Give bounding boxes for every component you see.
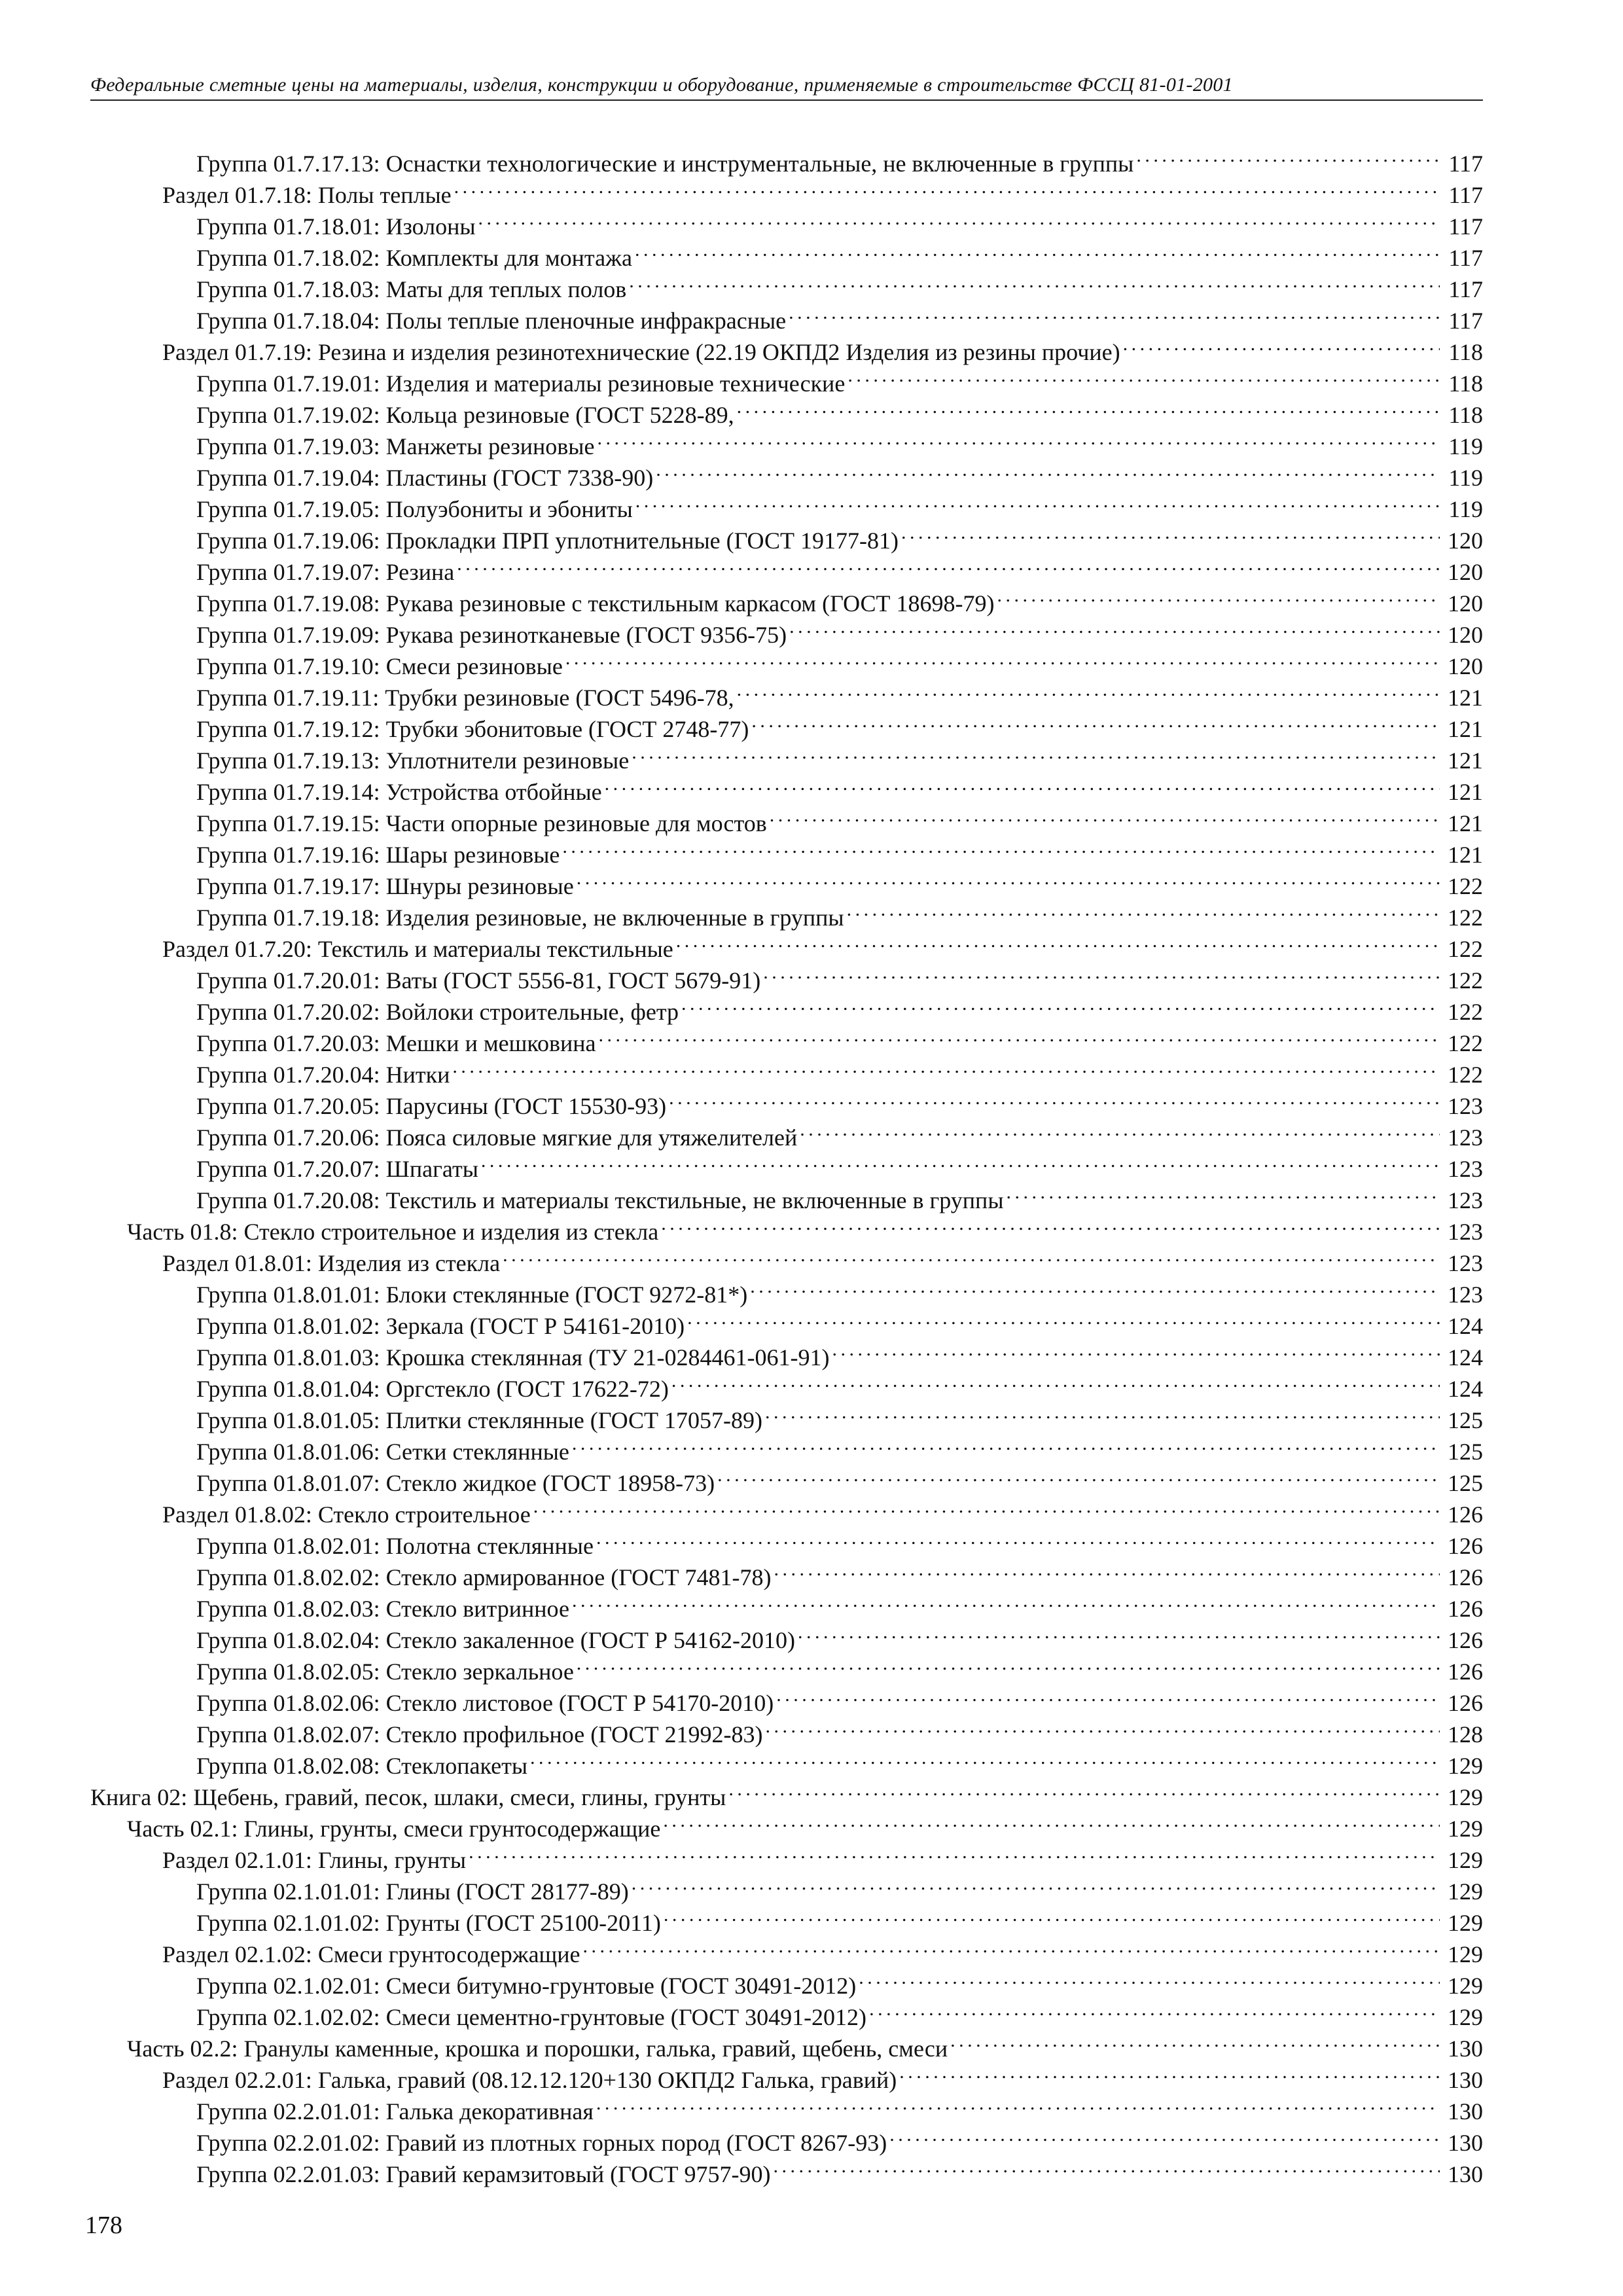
toc-dot-leader	[681, 988, 1440, 1020]
toc-dot-leader	[671, 1365, 1440, 1397]
toc-dot-leader	[533, 1491, 1440, 1522]
toc-entry-title: Группа 01.7.20.07: Шпагаты	[196, 1156, 478, 1182]
toc-entry-page: 123	[1448, 1156, 1483, 1182]
toc-entry-page: 123	[1448, 1093, 1483, 1119]
toc-entry-page: 123	[1448, 1187, 1483, 1213]
toc-entry-page: 121	[1448, 779, 1483, 805]
toc-entry-title: Группа 01.8.02.03: Стекло витринное	[196, 1596, 569, 1622]
toc-entry-title: Группа 01.7.19.08: Рукава резиновые с текстильным каркасом (ГОСТ 18698-79)	[196, 590, 995, 617]
toc-entry-title: Группа 01.7.19.03: Манжеты резиновые	[196, 433, 595, 459]
toc-dot-leader	[583, 1931, 1440, 1962]
toc-entry-page: 121	[1448, 716, 1483, 742]
toc-entry-title: Группа 01.7.19.12: Трубки эбонитовые (ГОСТ 2748-77)	[196, 716, 749, 742]
toc-entry-page: 121	[1448, 810, 1483, 836]
toc-entry-page: 125	[1448, 1470, 1483, 1496]
toc-entry-title: Группа 02.2.01.02: Гравий из плотных горных пород (ГОСТ 8267-93)	[196, 2130, 887, 2156]
toc-entry[interactable]	[90, 140, 1483, 177]
toc-entry-title: Раздел 02.2.01: Галька, гравий (08.12.12.120+130 ОКПД2 Галька, гравий)	[162, 2067, 897, 2093]
running-header: Федеральные сметные цены на материалы, изделия, конструкции и оборудование, применяемые в строительстве ФССЦ 81-01-2001	[90, 73, 1483, 101]
toc-dot-leader	[997, 580, 1440, 611]
toc-dot-leader	[766, 1711, 1440, 1742]
toc-entry-title: Группа 01.7.20.03: Мешки и мешковина	[196, 1030, 596, 1056]
toc-entry-page: 126	[1448, 1564, 1483, 1590]
toc-entry-title: Группа 01.7.18.01: Изолоны	[196, 213, 476, 240]
toc-entry-title: Группа 02.1.02.02: Смеси цементно-грунтовые (ГОСТ 30491-2012)	[196, 2004, 867, 2030]
toc-entry-page: 126	[1448, 1659, 1483, 1685]
toc-entry-title: Раздел 01.7.19: Резина и изделия резинотехнические (22.19 ОКПД2 Изделия из резины прочие)	[162, 339, 1120, 365]
toc-entry-title: Группа 01.7.20.04: Нитки	[196, 1062, 450, 1088]
toc-dot-leader	[635, 486, 1440, 517]
toc-dot-leader	[577, 863, 1440, 894]
toc-dot-leader	[597, 423, 1440, 454]
toc-dot-leader	[737, 674, 1440, 706]
toc-dot-leader	[530, 1742, 1440, 1774]
toc-entry-title: Группа 01.7.19.06: Прокладки ПРП уплотнительные (ГОСТ 19177-81)	[196, 528, 899, 554]
toc-entry-page: 121	[1448, 842, 1483, 868]
toc-dot-leader	[847, 360, 1440, 391]
toc-entry-title: Группа 01.7.20.08: Текстиль и материалы текстильные, не включенные в группы	[196, 1187, 1004, 1213]
toc-entry-page: 129	[1448, 1784, 1483, 1810]
toc-entry-title: Группа 01.8.01.01: Блоки стеклянные (ГОСТ 9272-81*)	[196, 1282, 748, 1308]
toc-entry-page: 130	[1448, 2098, 1483, 2125]
toc-entry-page: 120	[1448, 653, 1483, 679]
toc-entry-title: Раздел 01.7.18: Полы теплые	[162, 182, 452, 208]
toc-entry-title: Группа 01.7.19.18: Изделия резиновые, не включенные в группы	[196, 905, 844, 931]
toc-dot-leader	[889, 2119, 1440, 2151]
toc-entry-title: Группа 01.8.01.04: Оргстекло (ГОСТ 17622-72)	[196, 1376, 669, 1402]
toc-dot-leader	[632, 1868, 1440, 1899]
toc-dot-leader	[798, 1617, 1440, 1648]
toc-entry-page: 129	[1448, 1816, 1483, 1842]
toc-entry-title: Группа 01.8.02.02: Стекло армированное (ГОСТ 7481-78)	[196, 1564, 772, 1590]
toc-entry-page: 123	[1448, 1219, 1483, 1245]
toc-entry-title: Группа 01.8.01.05: Плитки стеклянные (ГОСТ 17057-89)	[196, 1407, 763, 1433]
toc-entry-page: 129	[1448, 1973, 1483, 1999]
toc-dot-leader	[770, 800, 1440, 831]
toc-entry-title: Группа 02.1.02.01: Смеси битумно-грунтовые (ГОСТ 30491-2012)	[196, 1973, 857, 1999]
toc-dot-leader	[596, 2088, 1440, 2119]
toc-entry-page: 119	[1448, 465, 1483, 491]
toc-entry-page: 124	[1448, 1376, 1483, 1402]
toc-dot-leader	[717, 1460, 1440, 1491]
toc-dot-leader	[577, 1648, 1440, 1679]
toc-entry-page: 118	[1448, 402, 1483, 428]
toc-entry-title: Группа 01.8.02.05: Стекло зеркальное	[196, 1659, 574, 1685]
toc-entry-title: Группа 01.7.19.13: Уплотнители резиновые	[196, 747, 630, 774]
toc-entry-title: Раздел 01.7.20: Текстиль и материалы текстильные	[162, 936, 673, 962]
toc-entry-title: Раздел 02.1.01: Глины, грунты	[162, 1847, 467, 1873]
toc-entry-title: Группа 01.8.02.08: Стеклопакеты	[196, 1753, 528, 1779]
toc-dot-leader	[789, 611, 1440, 643]
toc-entry-page: 123	[1448, 1124, 1483, 1151]
toc-entry-page: 130	[1448, 2067, 1483, 2093]
toc-entry-page: 124	[1448, 1313, 1483, 1339]
toc-dot-leader	[572, 1428, 1440, 1460]
toc-dot-leader	[728, 1774, 1440, 1805]
toc-entry-page: 125	[1448, 1439, 1483, 1465]
toc-dot-leader	[774, 1554, 1440, 1585]
toc-dot-leader	[763, 957, 1440, 988]
toc-entry-page: 126	[1448, 1596, 1483, 1622]
toc-entry-page: 130	[1448, 2130, 1483, 2156]
toc-dot-leader	[789, 297, 1440, 329]
toc-entry-page: 123	[1448, 1282, 1483, 1308]
toc-entry-page: 122	[1448, 905, 1483, 931]
toc-dot-leader	[596, 1522, 1440, 1554]
toc-entry-title: Группа 01.7.19.05: Полуэбониты и эбониты	[196, 496, 633, 522]
toc-entry-title: Группа 01.7.19.11: Трубки резиновые (ГОСТ 5496-78,	[196, 685, 734, 711]
toc-entry-page: 122	[1448, 1062, 1483, 1088]
toc-entry-page: 126	[1448, 1690, 1483, 1716]
toc-entry-page: 130	[1448, 2161, 1483, 2187]
toc-entry-title: Группа 01.7.20.06: Пояса силовые мягкие для утяжелителей	[196, 1124, 798, 1151]
toc-dot-leader	[632, 737, 1440, 768]
toc-dot-leader	[869, 1994, 1440, 2025]
toc-entry-title: Группа 01.7.19.01: Изделия и материалы резиновые технические	[196, 370, 846, 397]
toc-dot-leader	[452, 1051, 1440, 1083]
toc-entry-title: Часть 01.8: Стекло строительное и изделия из стекла	[127, 1219, 659, 1245]
toc-dot-leader	[478, 203, 1440, 234]
toc-entry-title: Группа 01.7.19.07: Резина	[196, 559, 455, 585]
toc-entry-page: 126	[1448, 1533, 1483, 1559]
toc-dot-leader	[1123, 329, 1440, 360]
toc-entry-title: Группа 01.7.19.15: Части опорные резиновые для мостов	[196, 810, 767, 836]
toc-entry-title: Группа 01.8.02.06: Стекло листовое (ГОСТ Р 54170-2010)	[196, 1690, 774, 1716]
toc-entry-page: 128	[1448, 1721, 1483, 1748]
toc-dot-leader	[629, 266, 1440, 297]
toc-entry-title: Группа 01.7.19.02: Кольца резиновые (ГОСТ 5228-89,	[196, 402, 734, 428]
toc-dot-leader	[599, 1020, 1440, 1051]
toc-entry-title: Группа 01.7.18.02: Комплекты для монтажа	[196, 245, 632, 271]
toc-entry-page: 123	[1448, 1250, 1483, 1276]
toc-entry-title: Группа 01.8.02.07: Стекло профильное (ГОСТ 21992-83)	[196, 1721, 763, 1748]
toc-entry-title: Группа 01.7.19.16: Шары резиновые	[196, 842, 560, 868]
toc-entry-page: 122	[1448, 967, 1483, 994]
toc-dot-leader	[773, 2151, 1440, 2182]
toc-dot-leader	[457, 548, 1440, 580]
toc-dot-leader	[776, 1679, 1440, 1711]
toc-entry-page: 117	[1448, 182, 1483, 208]
toc-dot-leader	[950, 2025, 1440, 2056]
toc-entry-title: Раздел 01.8.02: Стекло строительное	[162, 1501, 531, 1528]
toc-dot-leader	[847, 894, 1440, 925]
toc-entry-title: Группа 01.7.19.10: Смеси резиновые	[196, 653, 563, 679]
toc-entry-page: 121	[1448, 747, 1483, 774]
toc-entry-page: 122	[1448, 999, 1483, 1025]
toc-entry-title: Группа 01.8.02.04: Стекло закаленное (ГОСТ Р 54162-2010)	[196, 1627, 795, 1653]
toc-entry-title: Группа 01.8.01.06: Сетки стеклянные	[196, 1439, 569, 1465]
toc-entry-title: Группа 01.7.19.09: Рукава резинотканевые (ГОСТ 9356-75)	[196, 622, 787, 648]
toc-entry-page: 117	[1448, 151, 1483, 177]
toc-entry-page: 119	[1448, 496, 1483, 522]
toc-dot-leader	[656, 454, 1440, 486]
toc-entry-page: 122	[1448, 873, 1483, 899]
toc-entry-page: 129	[1448, 1910, 1483, 1936]
toc-entry-title: Раздел 01.8.01: Изделия из стекла	[162, 1250, 501, 1276]
toc-dot-leader	[800, 1114, 1440, 1145]
toc-entry-title: Группа 01.7.18.04: Полы теплые пленочные инфракрасные	[196, 308, 787, 334]
toc-dot-leader	[469, 1837, 1440, 1868]
toc-entry-page: 117	[1448, 213, 1483, 240]
toc-entry-title: Группа 01.8.01.07: Стекло жидкое (ГОСТ 18958-73)	[196, 1470, 715, 1496]
toc-entry-page: 129	[1448, 2004, 1483, 2030]
toc-entry-title: Группа 02.2.01.01: Галька декоративная	[196, 2098, 594, 2125]
page-number: 178	[85, 2212, 122, 2239]
toc-dot-leader	[635, 234, 1440, 266]
toc-entry-title: Группа 02.1.01.02: Грунты (ГОСТ 25100-2011)	[196, 1910, 661, 1936]
toc-dot-leader	[751, 706, 1440, 737]
toc-entry-page: 126	[1448, 1501, 1483, 1528]
toc-entry-title: Группа 01.7.20.01: Ваты (ГОСТ 5556-81, ГОСТ 5679-91)	[196, 967, 761, 994]
toc-entry-page: 121	[1448, 685, 1483, 711]
toc-entry-title: Группа 02.1.01.01: Глины (ГОСТ 28177-89)	[196, 1878, 629, 1905]
toc-entry-page: 120	[1448, 528, 1483, 554]
toc-entry-title: Группа 01.7.19.17: Шнуры резиновые	[196, 873, 574, 899]
toc-entry-title: Группа 01.7.19.14: Устройства отбойные	[196, 779, 602, 805]
toc-dot-leader	[503, 1240, 1440, 1271]
toc-dot-leader	[661, 1208, 1440, 1240]
toc-dot-leader	[664, 1899, 1440, 1931]
toc-entry-title: Раздел 02.1.02: Смеси грунтосодержащие	[162, 1941, 580, 1967]
toc-entry-page: 129	[1448, 1847, 1483, 1873]
toc-entry-title: Группа 01.7.19.04: Пластины (ГОСТ 7338-90)	[196, 465, 654, 491]
toc-dot-leader	[737, 391, 1440, 423]
toc-dot-leader	[901, 517, 1440, 548]
toc-entry-page: 118	[1448, 370, 1483, 397]
toc-entry-title: Группа 01.7.18.03: Маты для теплых полов	[196, 276, 627, 302]
toc-dot-leader	[832, 1334, 1440, 1365]
toc-entry-page: 120	[1448, 559, 1483, 585]
toc-dot-leader	[562, 831, 1440, 863]
toc-entry-page: 119	[1448, 433, 1483, 459]
toc-entry-title: Часть 02.1: Глины, грунты, смеси грунтосодержащие	[127, 1816, 661, 1842]
toc-dot-leader	[605, 768, 1440, 800]
toc-dot-leader	[565, 643, 1440, 674]
toc-dot-leader	[1136, 140, 1440, 171]
toc-entry-title: Группа 01.7.17.13: Оснастки технологические и инструментальные, не включенные в группы	[196, 151, 1134, 177]
toc-entry-page: 120	[1448, 622, 1483, 648]
toc-entry-page: 117	[1448, 276, 1483, 302]
toc-dot-leader	[1007, 1177, 1440, 1208]
toc-entry-page: 117	[1448, 245, 1483, 271]
toc-entry-title: Группа 01.7.20.02: Войлоки строительные, фетр	[196, 999, 679, 1025]
toc-entry-title: Группа 01.8.02.01: Полотна стеклянные	[196, 1533, 594, 1559]
toc-entry-page: 118	[1448, 339, 1483, 365]
toc-entry-page: 129	[1448, 1753, 1483, 1779]
toc-entry-page: 120	[1448, 590, 1483, 617]
toc-entry-title: Часть 02.2: Гранулы каменные, крошка и порошки, галька, гравий, щебень, смеси	[127, 2036, 948, 2062]
toc-entry-page: 122	[1448, 936, 1483, 962]
toc-entry-page: 130	[1448, 2036, 1483, 2062]
toc-entry-title: Группа 01.8.01.03: Крошка стеклянная (ТУ 21-0284461-061-91)	[196, 1344, 830, 1371]
toc-entry-title: Книга 02: Щебень, гравий, песок, шлаки, смеси, глины, грунты	[90, 1784, 726, 1810]
toc-dot-leader	[572, 1585, 1440, 1617]
toc-entry-title: Группа 02.2.01.03: Гравий керамзитовый (ГОСТ 9757-90)	[196, 2161, 771, 2187]
toc-dot-leader	[750, 1271, 1440, 1302]
toc-entry-page: 122	[1448, 1030, 1483, 1056]
toc-dot-leader	[481, 1145, 1440, 1177]
toc-dot-leader	[899, 2056, 1440, 2088]
toc-dot-leader	[765, 1397, 1440, 1428]
toc-entry-page: 117	[1448, 308, 1483, 334]
toc-dot-leader	[454, 171, 1440, 203]
toc-entry-title: Группа 01.7.20.05: Парусины (ГОСТ 15530-93)	[196, 1093, 667, 1119]
table-of-contents	[90, 140, 1483, 2187]
toc-dot-leader	[687, 1302, 1440, 1334]
toc-entry-title: Группа 01.8.01.02: Зеркала (ГОСТ Р 54161-2010)	[196, 1313, 685, 1339]
toc-entry-page: 129	[1448, 1878, 1483, 1905]
toc-entry-page: 129	[1448, 1941, 1483, 1967]
toc-dot-leader	[859, 1962, 1440, 1994]
toc-entry-page: 125	[1448, 1407, 1483, 1433]
toc-entry-page: 126	[1448, 1627, 1483, 1653]
toc-dot-leader	[663, 1805, 1440, 1837]
toc-dot-leader	[676, 925, 1440, 957]
toc-dot-leader	[669, 1083, 1440, 1114]
toc-entry-page: 124	[1448, 1344, 1483, 1371]
